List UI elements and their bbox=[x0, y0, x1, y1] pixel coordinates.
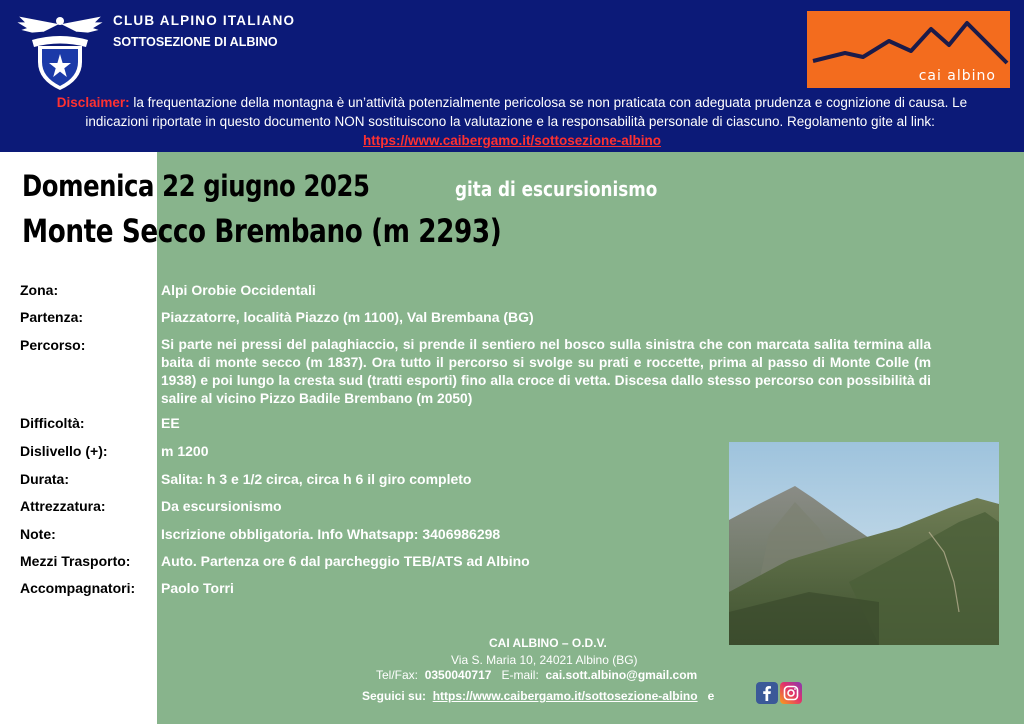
dislivello-label: Dislivello (+): bbox=[20, 443, 108, 459]
facebook-icon[interactable] bbox=[756, 682, 778, 704]
difficolta-value: EE bbox=[161, 415, 180, 431]
event-type: gita di escursionismo bbox=[455, 177, 658, 201]
difficolta-label: Difficoltà: bbox=[20, 415, 85, 431]
header-banner bbox=[0, 0, 1024, 152]
instagram-icon[interactable] bbox=[780, 682, 802, 704]
note-value: Iscrizione obbligatoria. Info Whatsapp: 3406986298 bbox=[161, 526, 501, 542]
zona-label: Zona: bbox=[20, 282, 59, 298]
disclaimer-label: Disclaimer: bbox=[56, 95, 130, 110]
note-label: Note: bbox=[20, 526, 56, 542]
footer-org: CAI ALBINO – O.D.V. bbox=[489, 636, 607, 650]
cai-albino-logo bbox=[807, 11, 1010, 88]
email-label: E-mail: bbox=[501, 668, 539, 682]
logo-text: cai albino bbox=[918, 68, 996, 84]
follow-link[interactable]: https://www.caibergamo.it/sottosezione-albino bbox=[432, 689, 698, 703]
accompagnatori-label: Accompagnatori: bbox=[20, 580, 136, 596]
club-title: CLUB ALPINO ITALIANO bbox=[113, 13, 296, 28]
attrezzatura-label: Attrezzatura: bbox=[20, 498, 106, 514]
zona-value: Alpi Orobie Occidentali bbox=[161, 282, 316, 298]
footer-follow bbox=[362, 689, 714, 703]
event-date: Domenica 22 giugno 2025 bbox=[22, 169, 370, 203]
percorso-label: Percorso: bbox=[20, 337, 86, 353]
attrezzatura-value: Da escursionismo bbox=[161, 498, 282, 514]
footer-contacts bbox=[376, 668, 697, 682]
email-value[interactable]: cai.sott.albino@gmail.com bbox=[545, 668, 698, 682]
disclaimer bbox=[40, 93, 984, 150]
cai-emblem-icon bbox=[14, 10, 106, 92]
percorso-value: Si parte nei pressi del palaghiaccio, si prende il sentiero nel bosco sulla sinistra che con marcata salita termina alla baita di monte secco (m 1837). Ora tutto il percorso si svolge su prati e roccette, prima al passo di Monte Colle (m 1938) e poi lungo la cresta sud (tratti esporti) fino alla croce di vetta. Discesa dallo stesso percorso con possibilità di salire al vicino Pizzo Badile Brembano (m 2050) bbox=[161, 337, 931, 406]
mezzi-label: Mezzi Trasporto: bbox=[20, 553, 131, 569]
tel-value: 0350040717 bbox=[424, 668, 492, 682]
mezzi-value: Auto. Partenza ore 6 dal parcheggio TEB/ATS ad Albino bbox=[161, 553, 530, 569]
accompagnatori-value: Paolo Torri bbox=[161, 580, 234, 596]
durata-label: Durata: bbox=[20, 471, 70, 487]
follow-label: Seguici su: bbox=[362, 689, 427, 703]
footer-address: Via S. Maria 10, 24021 Albino (BG) bbox=[451, 653, 638, 667]
regolamento-link[interactable]: https://www.caibergamo.it/sottosezione-albino bbox=[362, 133, 662, 148]
partenza-label: Partenza: bbox=[20, 309, 84, 325]
tel-label: Tel/Fax: bbox=[376, 668, 419, 682]
and-text: e bbox=[707, 689, 715, 703]
dislivello-value: m 1200 bbox=[161, 443, 209, 459]
club-subtitle: SOTTOSEZIONE DI ALBINO bbox=[113, 35, 278, 49]
mountain-photo bbox=[729, 442, 999, 645]
partenza-value: Piazzatorre, località Piazzo (m 1100), Val Brembana (BG) bbox=[161, 309, 534, 325]
event-title: Monte Secco Brembano (m 2293) bbox=[22, 212, 502, 250]
durata-value: Salita: h 3 e 1/2 circa, circa h 6 il giro completo bbox=[161, 471, 472, 487]
disclaimer-colon: : bbox=[931, 114, 935, 129]
disclaimer-text: la frequentazione della montagna è un’attività potenzialmente pericolosa se non praticata con adeguata prudenza e cognizione di causa. Le indicazioni riportate in questo documento NON sostituiscono la valutazione e la responsabilità personale di ciascuno. Regolamento gite al link bbox=[85, 95, 968, 129]
